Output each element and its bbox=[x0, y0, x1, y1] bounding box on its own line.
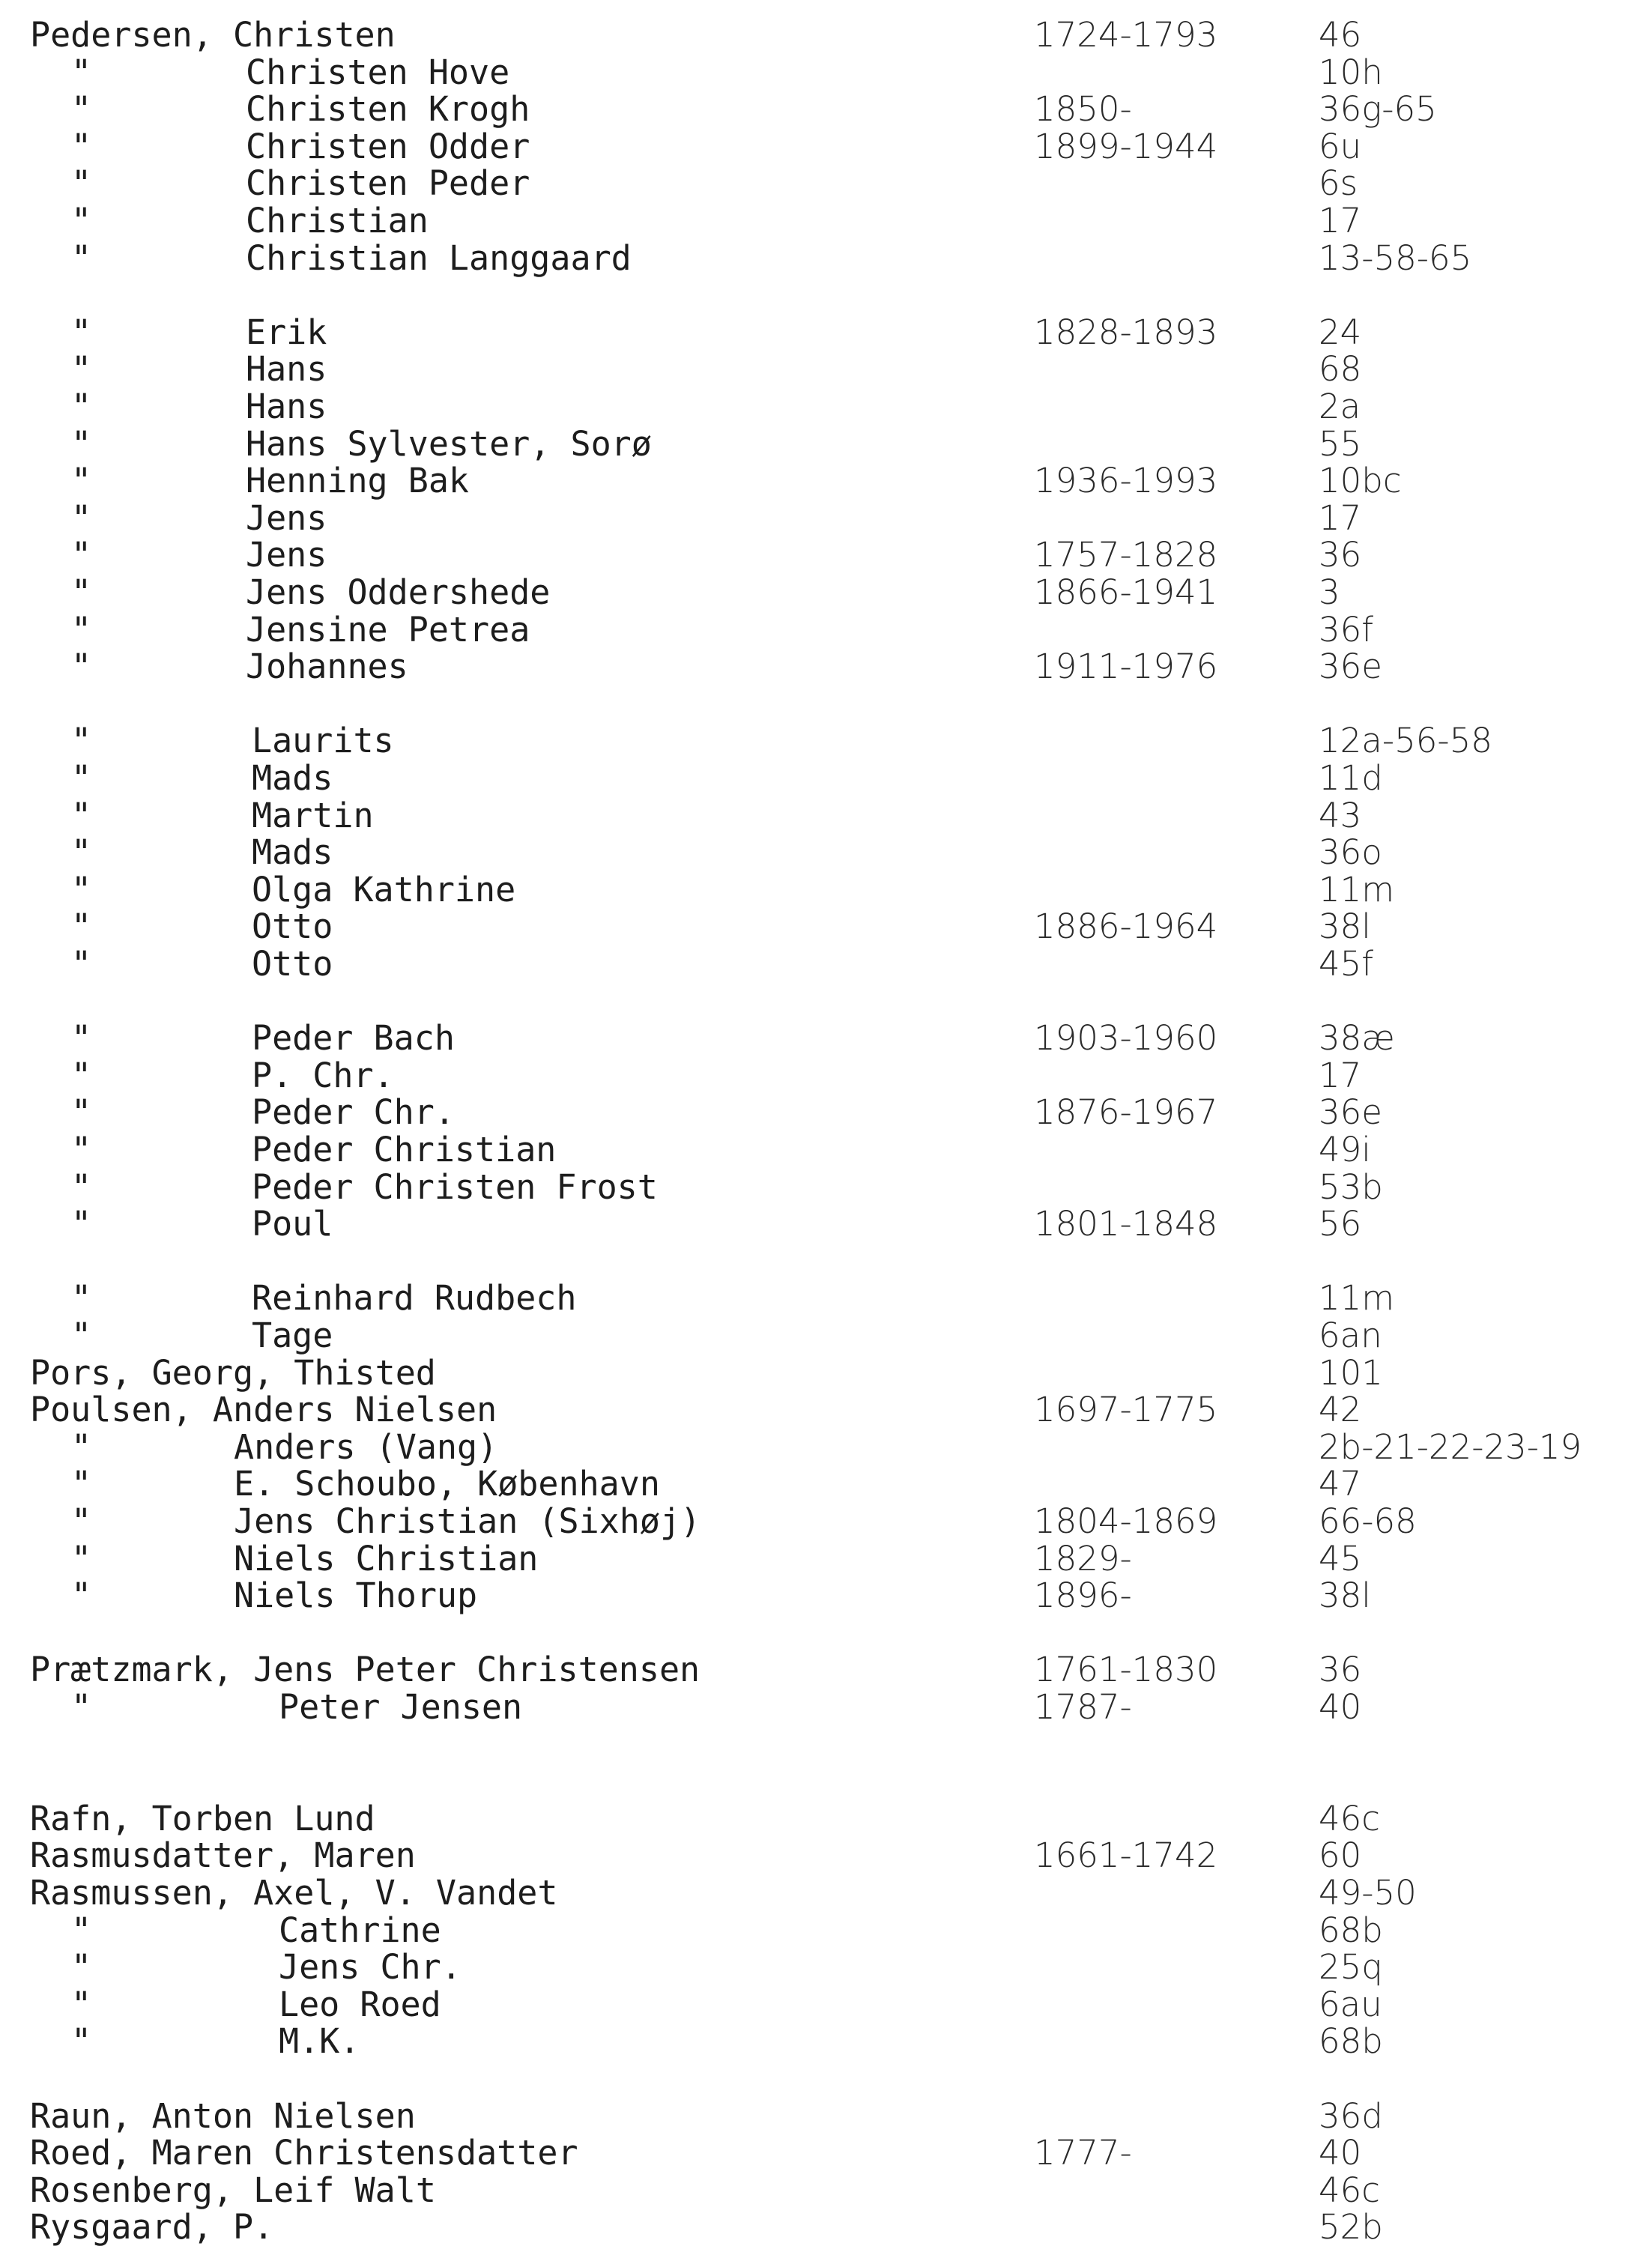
index-entry bbox=[0, 2021, 1652, 2062]
index-entry bbox=[0, 1206, 1652, 1242]
index-entry bbox=[0, 52, 1652, 92]
entry-given-name: P. bbox=[233, 2207, 274, 2248]
ditto-mark: " bbox=[71, 1501, 92, 1541]
entry-reference: 68b bbox=[1319, 1910, 1383, 1950]
index-entry bbox=[0, 906, 1652, 947]
index-entry bbox=[0, 1092, 1652, 1133]
entry-years: 1801-1848 bbox=[1034, 1204, 1218, 1244]
entry-given-name: Niels Christian bbox=[234, 1538, 539, 1579]
entry-reference: 17 bbox=[1319, 497, 1362, 538]
entry-name: Raun, bbox=[30, 2095, 132, 2136]
index-entry bbox=[0, 1798, 1652, 1838]
index-entry bbox=[0, 1689, 1652, 1725]
entry-reference: 36 bbox=[1319, 535, 1362, 575]
ditto-mark: " bbox=[71, 387, 92, 426]
index-entry bbox=[0, 1875, 1652, 1911]
entry-years: 1896- bbox=[1034, 1576, 1132, 1616]
entry-given-name: Hans bbox=[246, 387, 327, 426]
entry-given-name: Olga Kathrine bbox=[252, 869, 516, 909]
entry-given-name: Christian Langgaard bbox=[246, 237, 632, 278]
entry-name: Roed, bbox=[30, 2133, 132, 2173]
index-entry bbox=[0, 1426, 1652, 1467]
index-entry bbox=[0, 1352, 1652, 1393]
ditto-mark: " bbox=[71, 126, 92, 166]
entry-reference: 6an bbox=[1319, 1316, 1382, 1355]
entry-name: Rasmusdatter, bbox=[30, 1835, 294, 1876]
entry-years: 1876-1967 bbox=[1034, 1092, 1218, 1133]
entry-reference: 38l bbox=[1319, 906, 1371, 947]
entry-reference: 3 bbox=[1319, 572, 1340, 612]
ditto-mark: " bbox=[71, 1130, 92, 1169]
entry-given-name: Poul bbox=[252, 1204, 333, 1244]
entry-reference: 36e bbox=[1319, 1092, 1382, 1133]
entry-given-name: Hans Sylvester, Sorø bbox=[246, 423, 652, 464]
index-entry bbox=[0, 1947, 1652, 1988]
entry-reference: 68b bbox=[1319, 2021, 1383, 2062]
entry-given-name: Maren bbox=[314, 1835, 416, 1876]
entry-reference: 6s bbox=[1319, 163, 1358, 204]
index-entry bbox=[0, 1835, 1652, 1876]
entry-given-name: Otto bbox=[252, 944, 333, 984]
entry-reference: 46c bbox=[1319, 1798, 1381, 1838]
entry-given-name: Otto bbox=[252, 906, 333, 947]
entry-name: Rafn, bbox=[30, 1798, 132, 1838]
entry-years: 1903-1960 bbox=[1034, 1018, 1218, 1059]
entry-given-name: Axel, V. Vandet bbox=[253, 1873, 558, 1913]
entry-years: 1804-1869 bbox=[1034, 1501, 1218, 1541]
index-entry bbox=[0, 463, 1652, 499]
index-entry bbox=[0, 1652, 1652, 1688]
entry-reference: 25q bbox=[1319, 1947, 1383, 1988]
entry-name: Rysgaard, bbox=[30, 2207, 213, 2248]
ditto-mark: " bbox=[71, 1947, 92, 1988]
ditto-mark: " bbox=[71, 1576, 92, 1616]
entry-reference: 66-68 bbox=[1319, 1501, 1417, 1541]
entry-given-name: Christen Odder bbox=[246, 126, 530, 166]
ditto-mark: " bbox=[71, 52, 92, 92]
entry-given-name: Georg, Thisted bbox=[151, 1352, 436, 1393]
entry-name: Prætzmark, bbox=[30, 1650, 233, 1690]
index-entry bbox=[0, 1984, 1652, 2024]
entry-years: 1850- bbox=[1034, 89, 1132, 130]
entry-name: Rasmussen, bbox=[30, 1873, 233, 1913]
entry-given-name: Hans bbox=[246, 349, 327, 390]
entry-reference: 11d bbox=[1319, 758, 1383, 798]
ditto-mark: " bbox=[71, 163, 92, 204]
entry-given-name: Christen Peder bbox=[246, 163, 530, 204]
index-entry bbox=[0, 723, 1652, 759]
entry-given-name: Mads bbox=[252, 832, 333, 873]
index-entry bbox=[0, 760, 1652, 796]
entry-reference: 36o bbox=[1319, 832, 1382, 873]
entry-reference: 2a bbox=[1319, 387, 1361, 426]
entry-reference: 11m bbox=[1319, 869, 1395, 909]
index-entry bbox=[0, 869, 1652, 909]
entry-given-name: Peder Bach bbox=[252, 1018, 455, 1059]
index-entry bbox=[0, 1466, 1652, 1502]
entry-years: 1829- bbox=[1034, 1538, 1132, 1579]
entry-reference: 49i bbox=[1319, 1130, 1371, 1169]
entry-reference: 43 bbox=[1319, 795, 1362, 835]
ditto-mark: " bbox=[71, 461, 92, 501]
entry-reference: 46c bbox=[1319, 2170, 1381, 2210]
ditto-mark: " bbox=[71, 312, 92, 352]
index-entry bbox=[0, 1018, 1652, 1059]
entry-reference: 12a-56-58 bbox=[1319, 721, 1492, 761]
entry-given-name: Christen Krogh bbox=[246, 89, 530, 130]
ditto-mark: " bbox=[71, 1910, 92, 1950]
entry-years: 1697-1775 bbox=[1034, 1390, 1218, 1430]
ditto-mark: " bbox=[71, 1092, 92, 1133]
entry-given-name: Anton Nielsen bbox=[151, 2095, 416, 2136]
ditto-mark: " bbox=[71, 572, 92, 612]
index-entry bbox=[0, 17, 1652, 53]
entry-given-name: Cathrine bbox=[279, 1910, 441, 1950]
index-entry bbox=[0, 203, 1652, 239]
entry-reference: 10bc bbox=[1319, 461, 1402, 501]
entry-reference: 11m bbox=[1319, 1278, 1395, 1319]
entry-given-name: M.K. bbox=[279, 2021, 360, 2062]
entry-name: Rosenberg, bbox=[30, 2170, 233, 2210]
entry-given-name: Jens Christian (Sixhøj) bbox=[234, 1501, 701, 1541]
entry-given-name: Mads bbox=[252, 758, 333, 798]
index-entry bbox=[0, 946, 1652, 982]
entry-given-name: Niels Thorup bbox=[234, 1576, 478, 1616]
entry-years: 1886-1964 bbox=[1034, 906, 1218, 947]
entry-given-name: Laurits bbox=[252, 721, 394, 761]
entry-reference: 47 bbox=[1319, 1464, 1362, 1504]
ditto-mark: " bbox=[71, 758, 92, 798]
entry-given-name: Maren Christensdatter bbox=[151, 2133, 578, 2173]
ditto-mark: " bbox=[71, 795, 92, 835]
index-entry bbox=[0, 832, 1652, 873]
entry-reference: 13-58-65 bbox=[1319, 237, 1472, 278]
ditto-mark: " bbox=[71, 647, 92, 687]
entry-reference: 46 bbox=[1319, 15, 1362, 55]
ditto-mark: " bbox=[71, 832, 92, 873]
entry-reference: 56 bbox=[1319, 1204, 1362, 1244]
entry-reference: 17 bbox=[1319, 201, 1362, 240]
entry-reference: 36e bbox=[1319, 647, 1382, 687]
ditto-mark: " bbox=[71, 944, 92, 984]
ditto-mark: " bbox=[71, 535, 92, 575]
entry-years: 1936-1993 bbox=[1034, 461, 1218, 501]
entry-reference: 55 bbox=[1319, 423, 1362, 464]
entry-reference: 40 bbox=[1319, 2133, 1362, 2173]
entry-reference: 42 bbox=[1319, 1390, 1362, 1430]
ditto-mark: " bbox=[71, 2021, 92, 2062]
entry-reference: 6au bbox=[1319, 1984, 1382, 2024]
entry-given-name: Peter Jensen bbox=[279, 1687, 523, 1727]
index-entry bbox=[0, 237, 1652, 278]
entry-reference: 45 bbox=[1319, 1538, 1362, 1579]
ditto-mark: " bbox=[71, 89, 92, 130]
entry-given-name: Peder Christen Frost bbox=[252, 1166, 658, 1207]
entry-name: Pors, bbox=[30, 1352, 132, 1393]
ditto-mark: " bbox=[71, 1166, 92, 1207]
entry-given-name: Jens Chr. bbox=[279, 1947, 462, 1988]
index-entry bbox=[0, 795, 1652, 835]
entry-reference: 2b-21-22-23-19 bbox=[1319, 1426, 1582, 1467]
entry-years: 1757-1828 bbox=[1034, 535, 1218, 575]
entry-reference: 60 bbox=[1319, 1835, 1362, 1876]
index-entry bbox=[0, 126, 1652, 166]
ditto-mark: " bbox=[71, 1204, 92, 1244]
entry-given-name: Jens Oddershede bbox=[246, 572, 551, 612]
index-entry bbox=[0, 1910, 1652, 1950]
entry-given-name: Torben Lund bbox=[151, 1798, 375, 1838]
entry-years: 1661-1742 bbox=[1034, 1835, 1218, 1876]
ditto-mark: " bbox=[71, 1984, 92, 2024]
entry-reference: 36d bbox=[1319, 2095, 1383, 2136]
index-entry bbox=[0, 497, 1652, 538]
entry-reference: 49-50 bbox=[1319, 1873, 1417, 1913]
entry-given-name: Erik bbox=[246, 312, 327, 352]
index-entry bbox=[0, 312, 1652, 352]
entry-name: Pedersen, bbox=[30, 15, 213, 55]
entry-reference: 36 bbox=[1319, 1650, 1362, 1690]
index-entry bbox=[0, 649, 1652, 685]
index-entry bbox=[0, 2207, 1652, 2248]
ditto-mark: " bbox=[71, 609, 92, 650]
entry-reference: 45f bbox=[1319, 944, 1374, 984]
entry-reference: 52b bbox=[1319, 2207, 1383, 2248]
entry-given-name: E. Schoubo, København bbox=[234, 1464, 660, 1504]
entry-reference: 10h bbox=[1319, 52, 1383, 92]
entry-reference: 40 bbox=[1319, 1687, 1362, 1727]
ditto-mark: " bbox=[71, 906, 92, 947]
ditto-mark: " bbox=[71, 423, 92, 464]
index-entry bbox=[0, 89, 1652, 130]
entry-given-name: Martin bbox=[252, 795, 374, 835]
index-entry bbox=[0, 2170, 1652, 2210]
entry-reference: 6u bbox=[1319, 126, 1362, 166]
entry-reference: 24 bbox=[1319, 312, 1362, 352]
index-entry bbox=[0, 349, 1652, 390]
entry-reference: 53b bbox=[1319, 1166, 1383, 1207]
entry-given-name: Christian bbox=[246, 201, 429, 240]
entry-given-name: Anders (Vang) bbox=[234, 1426, 498, 1467]
entry-years: 1777- bbox=[1034, 2133, 1132, 2173]
index-entry bbox=[0, 1278, 1652, 1319]
index-entry bbox=[0, 1538, 1652, 1579]
entry-years: 1899-1944 bbox=[1034, 126, 1218, 166]
entry-years: 1761-1830 bbox=[1034, 1650, 1218, 1690]
ditto-mark: " bbox=[71, 1278, 92, 1319]
entry-given-name: Jensine Petrea bbox=[246, 609, 530, 650]
entry-given-name: Reinhard Rudbech bbox=[252, 1278, 577, 1319]
entry-given-name: Johannes bbox=[246, 647, 408, 687]
entry-years: 1787- bbox=[1034, 1687, 1132, 1727]
ditto-mark: " bbox=[71, 1464, 92, 1504]
entry-name: Poulsen, bbox=[30, 1390, 193, 1430]
ditto-mark: " bbox=[71, 869, 92, 909]
entry-given-name: P. Chr. bbox=[252, 1055, 394, 1095]
entry-years: 1911-1976 bbox=[1034, 647, 1218, 687]
ditto-mark: " bbox=[71, 1426, 92, 1467]
entry-given-name: Tage bbox=[252, 1316, 333, 1355]
ditto-mark: " bbox=[71, 1687, 92, 1727]
entry-reference: 17 bbox=[1319, 1055, 1362, 1095]
index-entry bbox=[0, 2135, 1652, 2171]
ditto-mark: " bbox=[71, 497, 92, 538]
ditto-mark: " bbox=[71, 201, 92, 240]
index-entry bbox=[0, 1132, 1652, 1168]
index-entry bbox=[0, 2095, 1652, 2136]
index-entry bbox=[0, 1392, 1652, 1428]
index-entry bbox=[0, 1166, 1652, 1207]
index-entry bbox=[0, 609, 1652, 650]
ditto-mark: " bbox=[71, 1018, 92, 1059]
entry-years: 1866-1941 bbox=[1034, 572, 1218, 612]
index-entry bbox=[0, 1055, 1652, 1095]
entry-years: 1828-1893 bbox=[1034, 312, 1218, 352]
entry-given-name: Peder Christian bbox=[252, 1130, 557, 1169]
ditto-mark: " bbox=[71, 349, 92, 390]
entry-given-name: Leif Walt bbox=[253, 2170, 436, 2210]
index-entry bbox=[0, 1578, 1652, 1614]
index-entry bbox=[0, 1318, 1652, 1354]
index-entry bbox=[0, 423, 1652, 464]
index-entry bbox=[0, 1501, 1652, 1541]
entry-given-name: Christen Hove bbox=[246, 52, 510, 92]
entry-reference: 68 bbox=[1319, 349, 1362, 390]
ditto-mark: " bbox=[71, 237, 92, 278]
ditto-mark: " bbox=[71, 1055, 92, 1095]
entry-given-name: Henning Bak bbox=[246, 461, 470, 501]
index-entry bbox=[0, 389, 1652, 425]
entry-given-name: Jens Peter Christensen bbox=[253, 1650, 701, 1690]
entry-reference: 101 bbox=[1319, 1352, 1383, 1393]
entry-reference: 38æ bbox=[1319, 1018, 1395, 1059]
entry-given-name: Jens bbox=[246, 535, 327, 575]
index-entry bbox=[0, 163, 1652, 204]
entry-reference: 36g-65 bbox=[1319, 89, 1437, 130]
ditto-mark: " bbox=[71, 721, 92, 761]
entry-given-name: Jens bbox=[246, 497, 327, 538]
index-entry bbox=[0, 537, 1652, 573]
entry-years: 1724-1793 bbox=[1034, 15, 1218, 55]
entry-given-name: Anders Nielsen bbox=[212, 1390, 497, 1430]
entry-reference: 38l bbox=[1319, 1576, 1371, 1616]
ditto-mark: " bbox=[71, 1538, 92, 1579]
entry-reference: 36f bbox=[1319, 609, 1374, 650]
index-entry bbox=[0, 572, 1652, 612]
entry-given-name: Leo Roed bbox=[279, 1984, 441, 2024]
entry-given-name: Peder Chr. bbox=[252, 1092, 455, 1133]
entry-given-name: Christen bbox=[233, 15, 396, 55]
ditto-mark: " bbox=[71, 1316, 92, 1355]
